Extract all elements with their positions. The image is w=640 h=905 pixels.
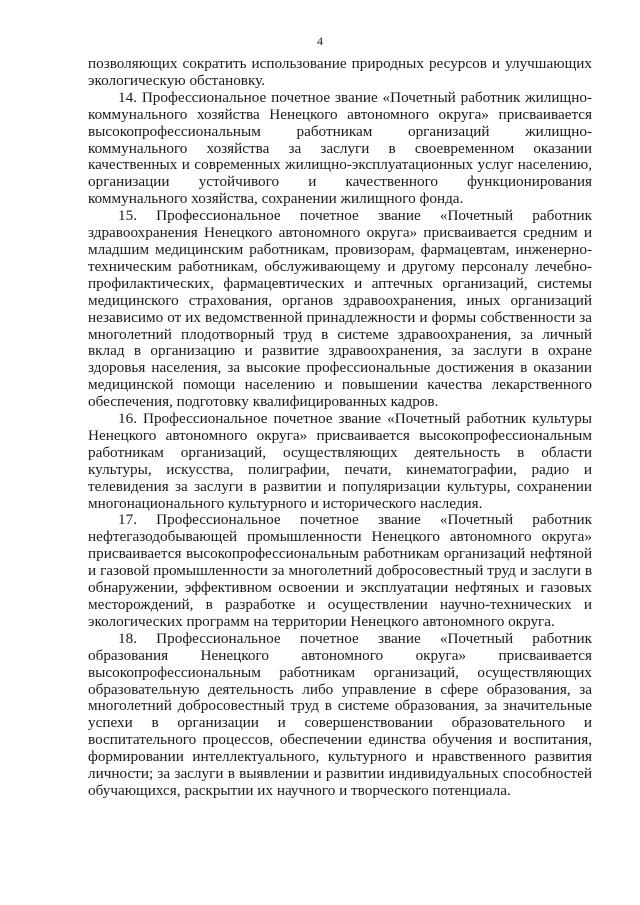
paragraph-item-16: 16. Профессиональное почетное звание «Почетный работник культуры Ненецкого автономного округа» присваивается высокопрофессиональным работникам организаций, осуществляющих деятельность в области культуры, искусства, полиграфии, печати, кинематографии, радио и телевидения за заслуги в развитии и популяризации культуры, сохранении многонационального культурного и исторического наследия. bbox=[88, 410, 592, 512]
paragraph-item-14: 14. Профессиональное почетное звание «Почетный работник жилищно-коммунального хозяйства Ненецкого автономного округа» присваивается высокопрофессиональным работникам организаций жилищно-коммунального хозяйства за заслуги в своевременном оказании качественных и современных жилищно-эксплуатационных услуг населению, организации устойчивого и качественного функционирования коммунального хозяйства, сохранении жилищного фонда. bbox=[88, 88, 592, 208]
page-number: 4 bbox=[317, 34, 323, 48]
document-body bbox=[88, 56, 592, 800]
paragraph-item-18: 18. Профессиональное почетное звание «Почетный работник образования Ненецкого автономного округа» присваивается высокопрофессиональным работникам организаций, осуществляющих образовательную деятельность либо управление в сфере образования, за многолетний добросовестный труд в системе образования, за значительные успехи в организации и совершенствовании образовательного и воспитательного процессов, обеспечении единства обучения и воспитания, формировании интеллектуального, культурного и нравственного развития личности; за заслуги в выявлении и развитии индивидуальных способностей обучающихся, раскрытии их научного и творческого потенциала. bbox=[88, 629, 592, 799]
paragraph-item-17: 17. Профессиональное почетное звание «Почетный работник нефтегазодобывающей промышленности Ненецкого автономного округа» присваивается высокопрофессиональным работникам организаций нефтяной и газовой промышленности за многолетний добросовестный труд и заслуги в обнаружении, эффективном освоении и эксплуатации нефтяных и газовых месторождений, в разработке и осуществлении научно-технических и экологических программ на территории Ненецкого автономного округа. bbox=[88, 511, 592, 630]
paragraph-item-15: 15. Профессиональное почетное звание «Почетный работник здравоохранения Ненецкого автономного округа» присваивается средним и младшим медицинским работникам, провизорам, фармацевтам, инженерно-техническим работникам, обслуживающему и другому персоналу лечебно-профилактических, фармацевтических и аптечных организаций, системы медицинского страхования, органов здравоохранения, иных организаций независимо от их ведомственной принадлежности и формы собственности за многолетний плодотворный труд в системе здравоохранения, за личный вклад в организацию и развитие здравоохранения, за заслуги в охране здоровья населения, за высокие профессиональные достижения в оказании медицинской помощи населению и повышении качества лекарственного обеспечения, подготовку квалифицированных кадров. bbox=[88, 207, 592, 411]
paragraph-continuation: позволяющих сократить использование природных ресурсов и улучшающих экологическую обстановку. bbox=[88, 55, 592, 89]
